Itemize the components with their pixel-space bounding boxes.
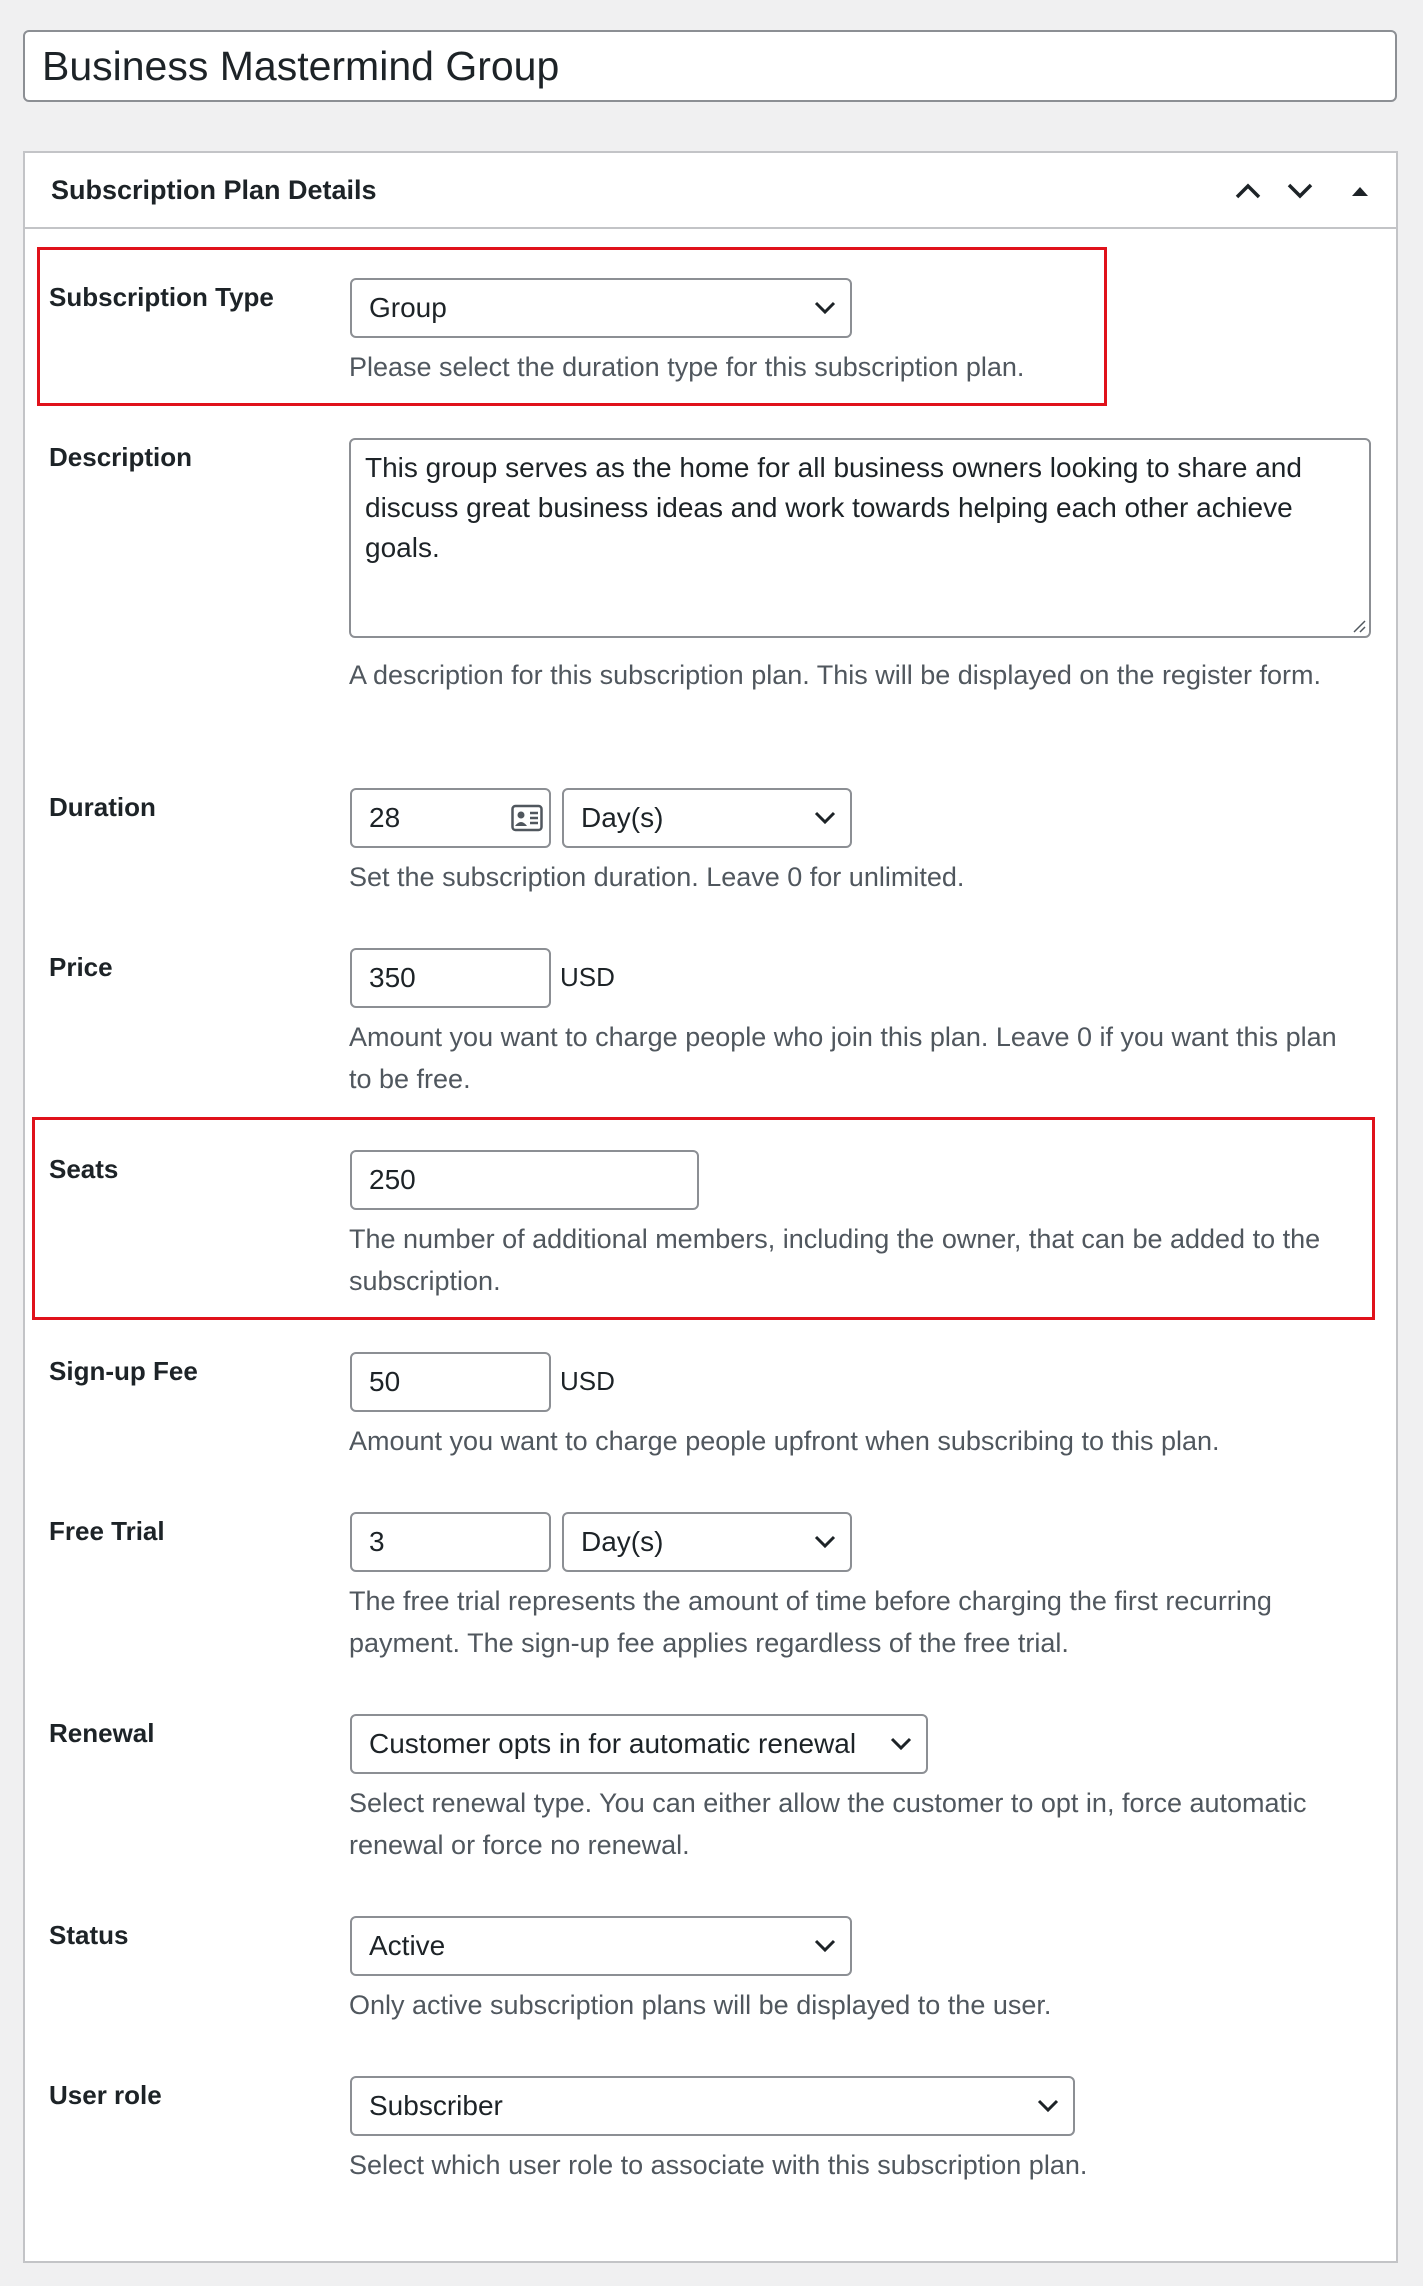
user-role-description: Select which user role to associate with this subscription plan.	[349, 2150, 1088, 2180]
title-input[interactable]: Business Mastermind Group	[23, 30, 1397, 102]
price-input[interactable]	[350, 948, 551, 1008]
duration-unit-select[interactable]	[562, 788, 852, 848]
duration-description: Set the subscription duration. Leave 0 for unlimited.	[349, 862, 965, 892]
move-up-button[interactable]	[1230, 173, 1266, 209]
seats-description: The number of additional members, including the owner, that can be added to the subscription.	[349, 1224, 1321, 1296]
renewal-label: Renewal	[49, 1718, 155, 1748]
seats-value: 250	[369, 1164, 416, 1195]
signup-fee-currency: USD	[560, 1366, 615, 1396]
box-title: Subscription Plan Details	[51, 175, 377, 205]
resize-handle-icon[interactable]	[1351, 618, 1367, 634]
status-label: Status	[49, 1920, 129, 1950]
status-value: Active	[369, 1930, 446, 1961]
subscription-type-value: Group	[369, 292, 447, 323]
subscription-type-label: Subscription Type	[49, 282, 274, 312]
chevron-down-icon	[814, 811, 836, 825]
box-header	[25, 153, 1396, 229]
chevron-down-icon	[814, 1939, 836, 1953]
free-trial-label: Free Trial	[49, 1516, 165, 1546]
move-down-button[interactable]	[1282, 173, 1318, 209]
signup-fee-input[interactable]	[350, 1352, 551, 1412]
free-trial-value: 3	[369, 1526, 385, 1557]
free-trial-description: The free trial represents the amount of time before charging the first recurring payment. The sign-up fee applies regardless of the free trial.	[349, 1586, 1272, 1658]
signup-fee-description: Amount you want to charge people upfront when subscribing to this plan.	[349, 1426, 1220, 1456]
description-label: Description	[49, 442, 193, 472]
renewal-description: Select renewal type. You can either allow the customer to opt in, force automatic renewal or force no renewal.	[349, 1788, 1307, 1860]
duration-value: 28	[369, 802, 401, 833]
seats-label: Seats	[49, 1154, 119, 1184]
chevron-down-icon	[1037, 2099, 1059, 2113]
signup-fee-value: 50	[369, 1366, 401, 1397]
user-role-label: User role	[49, 2080, 162, 2110]
user-role-select[interactable]	[350, 2076, 1075, 2136]
duration-input[interactable]	[350, 788, 551, 848]
seats-input[interactable]	[350, 1150, 699, 1210]
price-currency: USD	[560, 962, 615, 992]
free-trial-input[interactable]	[350, 1512, 551, 1572]
status-description: Only active subscription plans will be displayed to the user.	[349, 1990, 1052, 2020]
chevron-down-icon	[890, 1737, 912, 1751]
chevron-down-icon	[814, 1535, 836, 1549]
free-trial-unit-value: Day(s)	[581, 1526, 664, 1557]
user-role-value: Subscriber	[369, 2090, 503, 2121]
chevron-down-icon	[814, 301, 836, 315]
duration-label: Duration	[49, 792, 156, 822]
renewal-value: Customer opts in for automatic renewal	[369, 1728, 857, 1759]
toggle-panel-button[interactable]	[1342, 173, 1378, 209]
signup-fee-label: Sign-up Fee	[49, 1356, 198, 1386]
contact-card-icon	[511, 804, 543, 832]
price-label: Price	[49, 952, 113, 982]
triangle-up-icon	[1351, 185, 1369, 197]
subscription-type-select[interactable]	[350, 278, 852, 338]
price-description: Amount you want to charge people who join this plan. Leave 0 if you want this plan to be free.	[349, 1022, 1337, 1094]
description-text: This group serves as the home for all business owners looking to share and discuss great business ideas and work towards helping each other achieve goals.	[365, 452, 1302, 563]
free-trial-unit-select[interactable]	[562, 1512, 852, 1572]
status-select[interactable]	[350, 1916, 852, 1976]
chevron-down-icon	[1286, 182, 1314, 200]
description-description: A description for this subscription plan. This will be displayed on the register form.	[349, 660, 1321, 690]
duration-unit-value: Day(s)	[581, 802, 664, 833]
renewal-select[interactable]	[350, 1714, 928, 1774]
subscription-type-description: Please select the duration type for this subscription plan.	[349, 352, 1025, 382]
chevron-up-icon	[1234, 182, 1262, 200]
description-textarea[interactable]	[349, 438, 1371, 638]
price-value: 350	[369, 962, 416, 993]
